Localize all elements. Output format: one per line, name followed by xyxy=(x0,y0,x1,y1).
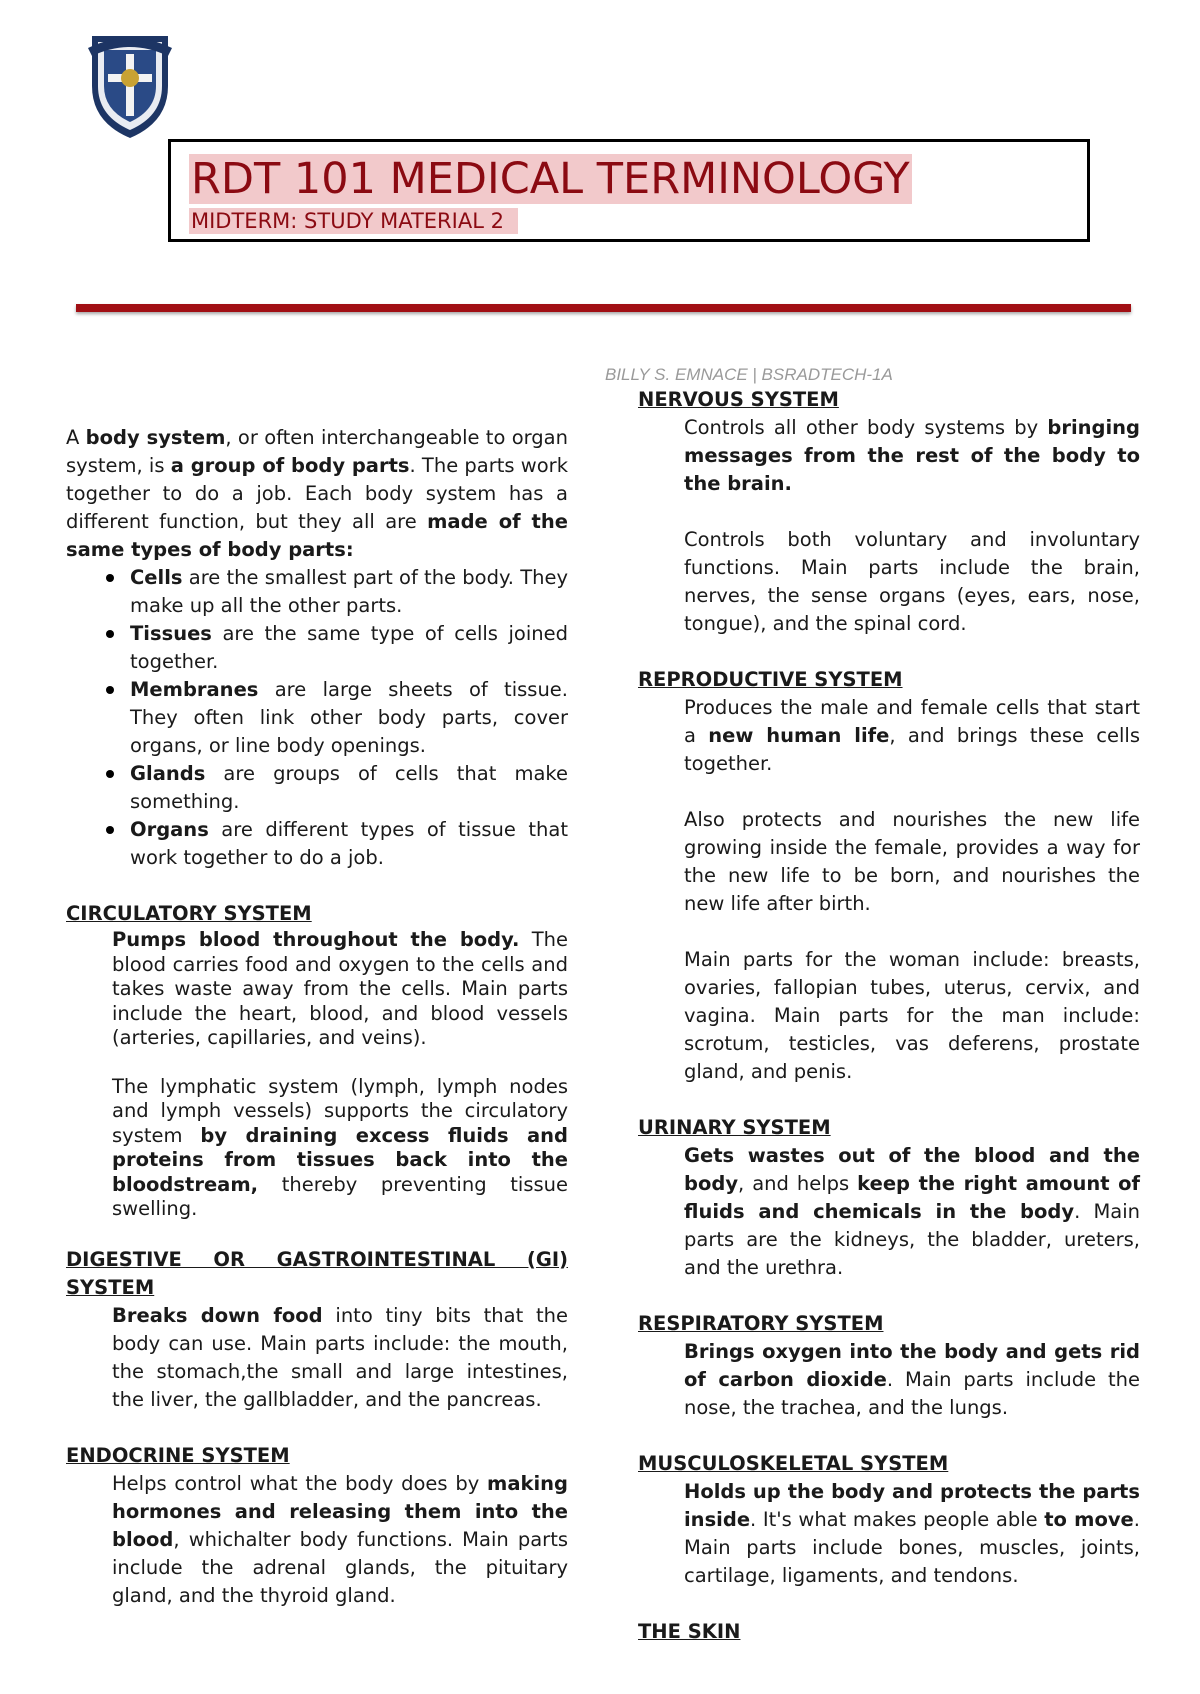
urinary-text: . Main parts are the kidneys, the bladder, ureters, and the urethra. xyxy=(684,1200,1140,1279)
right-column xyxy=(638,386,1140,1646)
reproductive-bold: new human life xyxy=(708,724,890,747)
urinary-bold: keep the right amount of fluids and chemicals in the body xyxy=(684,1172,1140,1223)
list-item xyxy=(104,564,568,620)
respiratory-heading: RESPIRATORY SYSTEM xyxy=(638,1312,884,1335)
musculoskeletal-bold: Holds up the body and protects the parts inside xyxy=(684,1480,1140,1531)
respiratory-text: . Main parts include the nose, the trachea, and the lungs. xyxy=(684,1368,1141,1419)
school-crest-logo xyxy=(86,30,174,142)
left-column xyxy=(66,424,568,1610)
digestive-heading: DIGESTIVE OR GASTROINTESTINAL (GI) SYSTEM xyxy=(66,1247,568,1299)
musculoskeletal-text: . Main parts include bones, muscles, joints, cartilage, ligaments, and tendons. xyxy=(684,1508,1140,1587)
list-item-text: are large sheets of tissue. They often link other body parts, cover organs, or line body openings. xyxy=(130,678,568,757)
respiratory-paragraph xyxy=(684,1338,1140,1422)
endocrine-text: , whichalter body functions. Main parts include the adrenal glands, the pituitary gland, and the thyroid gland. xyxy=(112,1527,568,1607)
list-item-text: are different types of tissue that work together to do a job. xyxy=(130,818,568,869)
title-box xyxy=(168,139,1090,242)
endocrine-text: Helps control what the body does by xyxy=(112,1471,488,1495)
urinary-text: , and helps xyxy=(738,1172,858,1195)
intro-bold: made of the same types of body parts: xyxy=(66,510,568,561)
nervous-bold: bringing messages from the rest of the body to the brain. xyxy=(684,416,1140,495)
intro-bold: body system xyxy=(85,426,226,449)
reproductive-text: Produces the male and female cells that start a xyxy=(684,696,1140,747)
digestive-paragraph xyxy=(112,1302,568,1414)
header-divider xyxy=(76,304,1131,312)
digestive-text: into tiny bits that the body can use. Main parts include: the mouth, the stomach,the small and large intestines, the liver, the gallbladder, and the pancreas. xyxy=(112,1303,568,1411)
musculoskeletal-heading: MUSCULOSKELETAL SYSTEM xyxy=(638,1452,949,1475)
musculoskeletal-body xyxy=(684,1478,1140,1590)
digestive-body xyxy=(112,1302,568,1414)
circulatory-paragraph-1 xyxy=(112,928,568,1051)
reproductive-paragraph-1 xyxy=(684,694,1140,778)
reproductive-paragraph-2: Also protects and nourishes the new life growing inside the female, provides a way for the new life to be born, and nourishes the new life after birth. xyxy=(684,808,1140,915)
circulatory-bold: Pumps blood throughout the body. xyxy=(112,928,520,951)
endocrine-body xyxy=(112,1470,568,1610)
body-parts-list xyxy=(66,564,568,872)
list-item xyxy=(104,760,568,816)
document-subtitle: MIDTERM: STUDY MATERIAL 2 xyxy=(189,208,518,234)
reproductive-body xyxy=(684,694,1140,1086)
circulatory-paragraph-2 xyxy=(112,1075,568,1222)
nervous-body xyxy=(684,414,1140,638)
circulatory-heading: CIRCULATORY SYSTEM xyxy=(66,902,312,925)
endocrine-bold: making hormones and releasing them into the blood xyxy=(112,1471,568,1551)
reproductive-heading: REPRODUCTIVE SYSTEM xyxy=(638,668,903,691)
urinary-body xyxy=(684,1142,1140,1282)
nervous-paragraph-2: Controls both voluntary and involuntary functions. Main parts include the brain, nerves, the sense organs (eyes, ears, nose, tongue), and the spinal cord. xyxy=(684,528,1140,635)
list-item xyxy=(104,620,568,676)
musculoskeletal-text: . It's what makes people able xyxy=(750,1508,1045,1531)
list-item-term: Membranes xyxy=(130,678,259,701)
respiratory-bold: Brings oxygen into the body and gets rid of carbon dioxide xyxy=(684,1340,1140,1391)
skin-heading: THE SKIN xyxy=(638,1620,741,1643)
urinary-paragraph xyxy=(684,1142,1140,1282)
list-item xyxy=(104,816,568,872)
list-item-term: Tissues xyxy=(130,622,212,645)
circulatory-body xyxy=(112,928,568,1222)
reproductive-paragraph-3: Main parts for the woman include: breasts, ovaries, fallopian tubes, uterus, cervix, and vagina. Main parts for the man include: scrotum, testicles, vas deferens, prostate gland, and penis. xyxy=(684,948,1140,1083)
intro-text: A xyxy=(66,426,86,449)
circulatory-bold: by draining excess fluids and proteins from tissues back into the bloodstream, xyxy=(112,1123,568,1196)
circulatory-text: The blood carries food and oxygen to the cells and takes waste away from the cells. Main parts include the heart, blood, and blood vessels (arteries, capillaries, and veins). xyxy=(112,928,568,1049)
author-line: BILLY S. EMNACE | BSRADTECH-1A xyxy=(605,365,893,384)
list-item-text: are the smallest part of the body. They make up all the other parts. xyxy=(130,566,568,617)
intro-paragraph xyxy=(66,424,568,564)
urinary-heading: URINARY SYSTEM xyxy=(638,1116,831,1139)
endocrine-paragraph xyxy=(112,1470,568,1610)
musculoskeletal-bold: to move xyxy=(1044,1508,1134,1531)
list-item xyxy=(104,676,568,760)
document-title: RDT 101 MEDICAL TERMINOLOGY xyxy=(191,154,910,204)
respiratory-body xyxy=(684,1338,1140,1422)
nervous-paragraph-1 xyxy=(684,414,1140,498)
circulatory-text: The lymphatic system (lymph, lymph nodes and lymph vessels) supports the circulatory system xyxy=(112,1074,568,1147)
list-item-text: are groups of cells that make something. xyxy=(130,762,568,813)
digestive-bold: Breaks down food xyxy=(112,1303,323,1327)
list-item-term: Cells xyxy=(130,566,183,589)
list-item-text: are the same type of cells joined together. xyxy=(130,622,568,673)
nervous-text: Controls all other body systems by xyxy=(684,416,1048,439)
list-item-term: Organs xyxy=(130,818,209,841)
list-item-term: Glands xyxy=(130,762,206,785)
musculoskeletal-paragraph xyxy=(684,1478,1140,1590)
reproductive-text: , and brings these cells together. xyxy=(684,724,1140,775)
nervous-heading: NERVOUS SYSTEM xyxy=(638,388,839,411)
circulatory-text: thereby preventing tissue swelling. xyxy=(112,1172,568,1220)
intro-bold: a group of body parts xyxy=(170,454,410,477)
intro-text: , or often interchangeable to organ system, is xyxy=(66,426,568,477)
endocrine-heading: ENDOCRINE SYSTEM xyxy=(66,1443,290,1467)
urinary-bold: Gets wastes out of the blood and the body xyxy=(684,1144,1140,1195)
intro-text: . The parts work together to do a job. Each body system has a different function, but they all are xyxy=(66,454,568,533)
